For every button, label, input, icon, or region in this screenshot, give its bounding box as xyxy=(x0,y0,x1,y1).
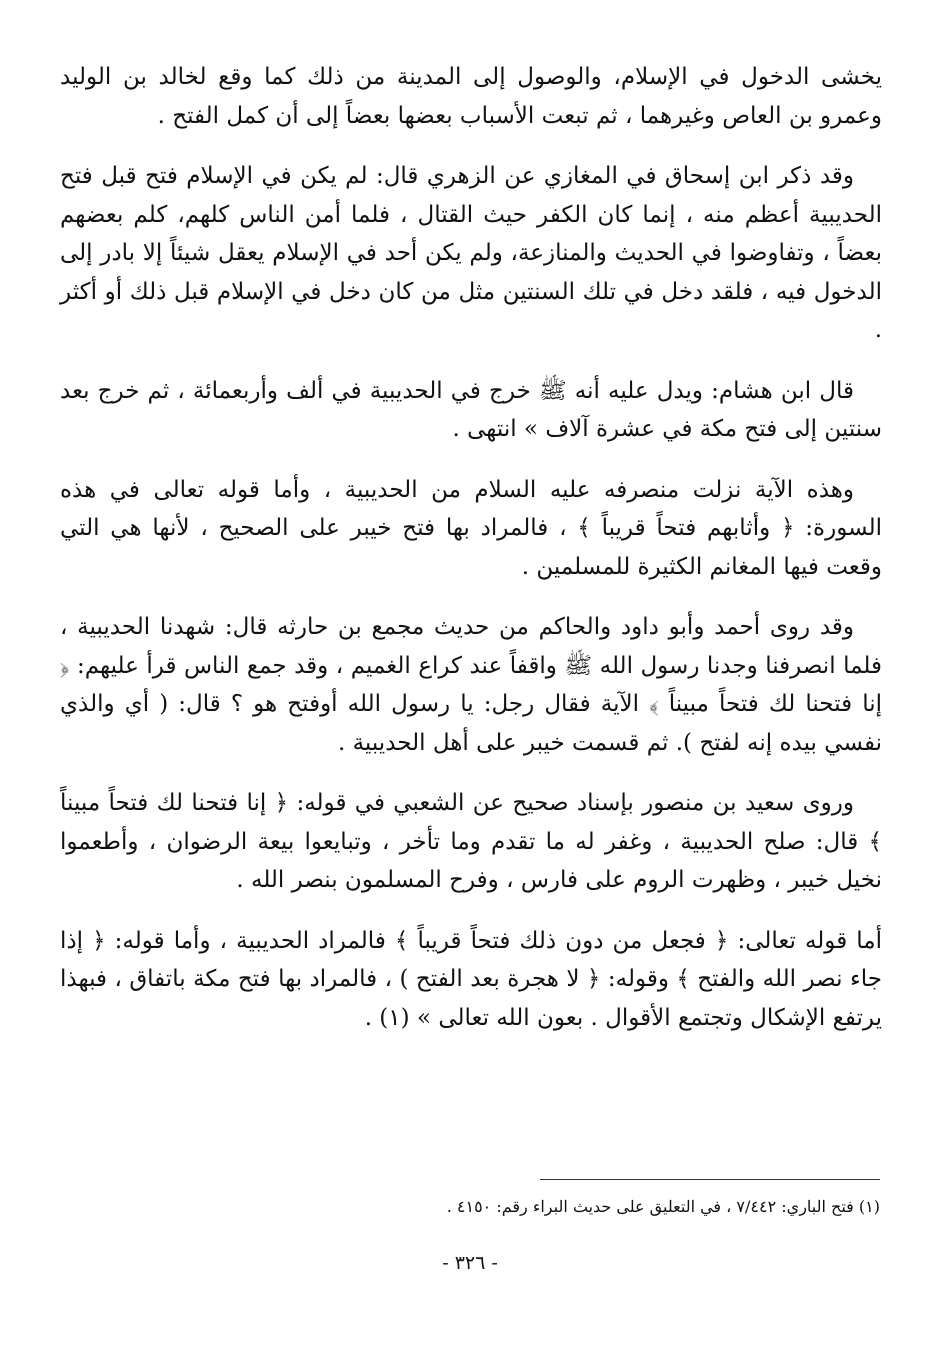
paragraph-7: أما قوله تعالى: ﴿ فجعل من دون ذلك فتحاً قريباً ﴾ فالمراد الحديبية ، وأما قوله: ﴿ إذا جاء نصر الله والفتح ﴾ وقوله: ﴿ لا هجرة بعد الفتح ) ، فالمراد بها فتح مكة باتفاق ، فبهذا يرتفع الإشكال وتجتمع الأقوال . بعون الله تعالى » (١) . xyxy=(60,927,882,1031)
paragraph-5: وقد روى أحمد وأبو داود والحاكم من حديث مجمع بن حارثه قال: شهدنا الحديبية ، فلما انصرفنا وجدنا رسول الله ﷺ واقفاً عند كراع الغميم ، وقد جمع الناس قرأ عليهم: ﴿ إنا فتحنا لك فتحاً مبيناً ﴾ الآية فقال رجل: يا رسول الله أوفتح هو ؟ قال: ( أي والذي نفسي بيده إنه لفتح ). ثم قسمت خيبر على أهل الحديبية . xyxy=(60,614,882,756)
paragraph-6: وروى سعيد بن منصور بإسناد صحيح عن الشعبي في قوله: ﴿ إنا فتحنا لك فتحاً مبيناً ﴾ قال: صلح الحديبية ، وغفر له ما تقدم وما تأخر ، وتبايعوا بيعة الرضوان ، وأطعموا نخيل خيبر ، وظهرت الروم على فارس ، وفرح المسلمون بنصر الله . xyxy=(60,790,882,893)
paragraph-2: وقد ذكر ابن إسحاق في المغازي عن الزهري قال: لم يكن في الإسلام فتح قبل فتح الحديبية أعظم منه ، إنما كان الكفر حيث القتال ، فلما أمن الناس كلهم، كلم بعضهم بعضاً ، وتفاوضوا في الحديث والمنازعة، ولم يكن أحد في الإسلام يعقل شيئاً إلا بادر إلى الدخول فيه ، فلقد دخل في تلك السنتين مثل من كان دخل في الإسلام قبل ذلك أو أكثر . xyxy=(60,163,882,343)
paragraph-3: قال ابن هشام: ويدل عليه أنه ﷺ خرج في الحديبية في ألف وأربعمائة ، ثم خرج بعد سنتين إلى فتح مكة في عشرة آلاف » انتهى . xyxy=(60,377,882,442)
paragraph-4: وهذه الآية نزلت منصرفه عليه السلام من الحديبية ، وأما قوله تعالى في هذه السورة: ﴿ وأثابهم فتحاً قريباً ﴾ ، فالمراد بها فتح خيبر على الصحيح ، لأنها هي التي وقعت فيها المغانم الكثيرة للمسلمين . xyxy=(60,476,882,580)
page-number: - ٣٢٦ - xyxy=(442,1252,498,1274)
page-body xyxy=(60,58,882,1059)
paragraph-1: يخشى الدخول في الإسلام، والوصول إلى المدينة من ذلك كما وقع لخالد بن الوليد وعمرو بن العاص وغيرهما ، ثم تبعت الأسباب بعضها بعضاً إلى أن كمل الفتح . xyxy=(60,64,882,129)
footnote: (١) فتح الباري: ٧/٤٤٢ ، في التعليق على حديث البراء رقم: ٤١٥٠ . xyxy=(446,1197,880,1216)
footnote-divider xyxy=(540,1179,880,1180)
